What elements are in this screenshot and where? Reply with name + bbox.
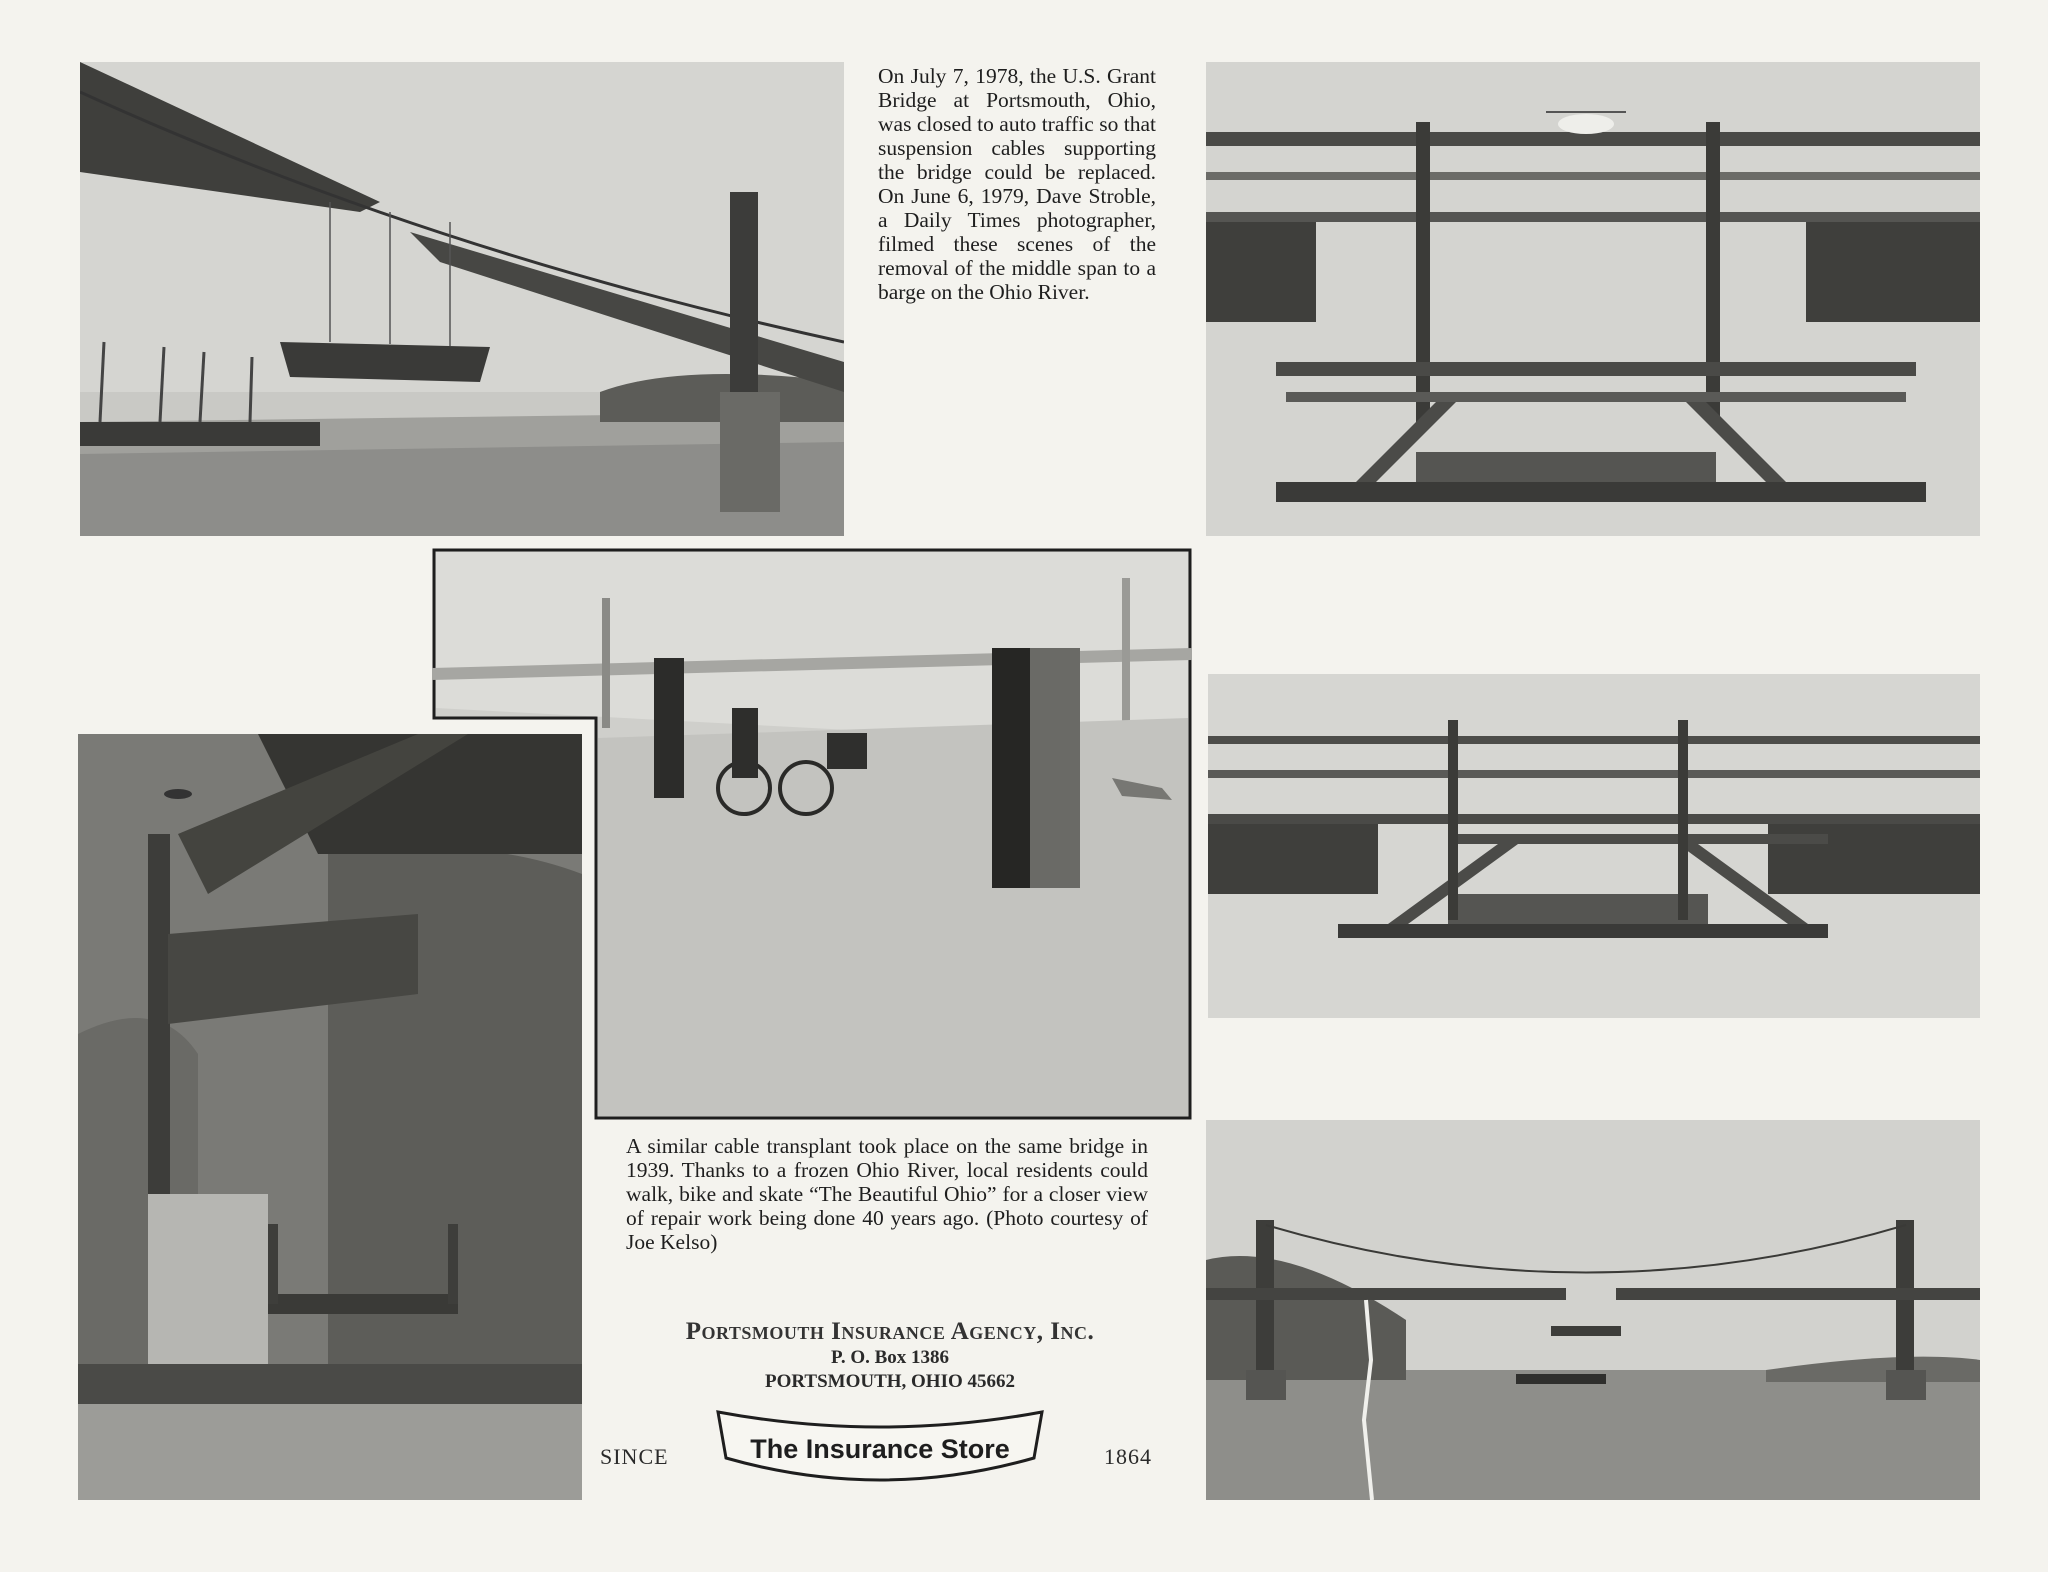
agency-name: Portsmouth Insurance Agency, Inc. [685, 1318, 1095, 1345]
since-year: 1864 [1104, 1444, 1152, 1469]
caption-bottom: A similar cable transplant took place on the same bridge in 1939. Thanks to a frozen Ohio River, local residents could walk, bike and skate “The Beautiful Ohio” for a closer view of repair work being done 40 years ago. (Photo courtesy of Joe Kelso) [626, 1134, 1148, 1254]
photo-span-lowering [80, 62, 844, 536]
photo-span-descending [1208, 674, 1980, 1018]
since-label: SINCE [600, 1444, 669, 1469]
photo-span-suspended-helicopter [1206, 62, 1980, 536]
photo-full-bridge-view [1206, 1120, 1980, 1500]
photo-tower-and-barge [78, 734, 582, 1500]
logo-text: The Insurance Store [750, 1434, 1010, 1464]
insurance-store-logo [712, 1402, 1048, 1494]
agency-block [600, 1318, 1180, 1394]
caption-top: On July 7, 1978, the U.S. Grant Bridge at Portsmouth, Ohio, was closed to auto traffic so that suspension cables supporting the bridge could be replaced. On June 6, 1979, Dave Stroble, a Daily Times photographer, filmed these scenes of the removal of the middle span to a barge on the Ohio River. [878, 64, 1156, 304]
agency-city: PORTSMOUTH, OHIO 45662 [764, 1371, 1016, 1392]
agency-po-box: P. O. Box 1386 [830, 1347, 950, 1368]
